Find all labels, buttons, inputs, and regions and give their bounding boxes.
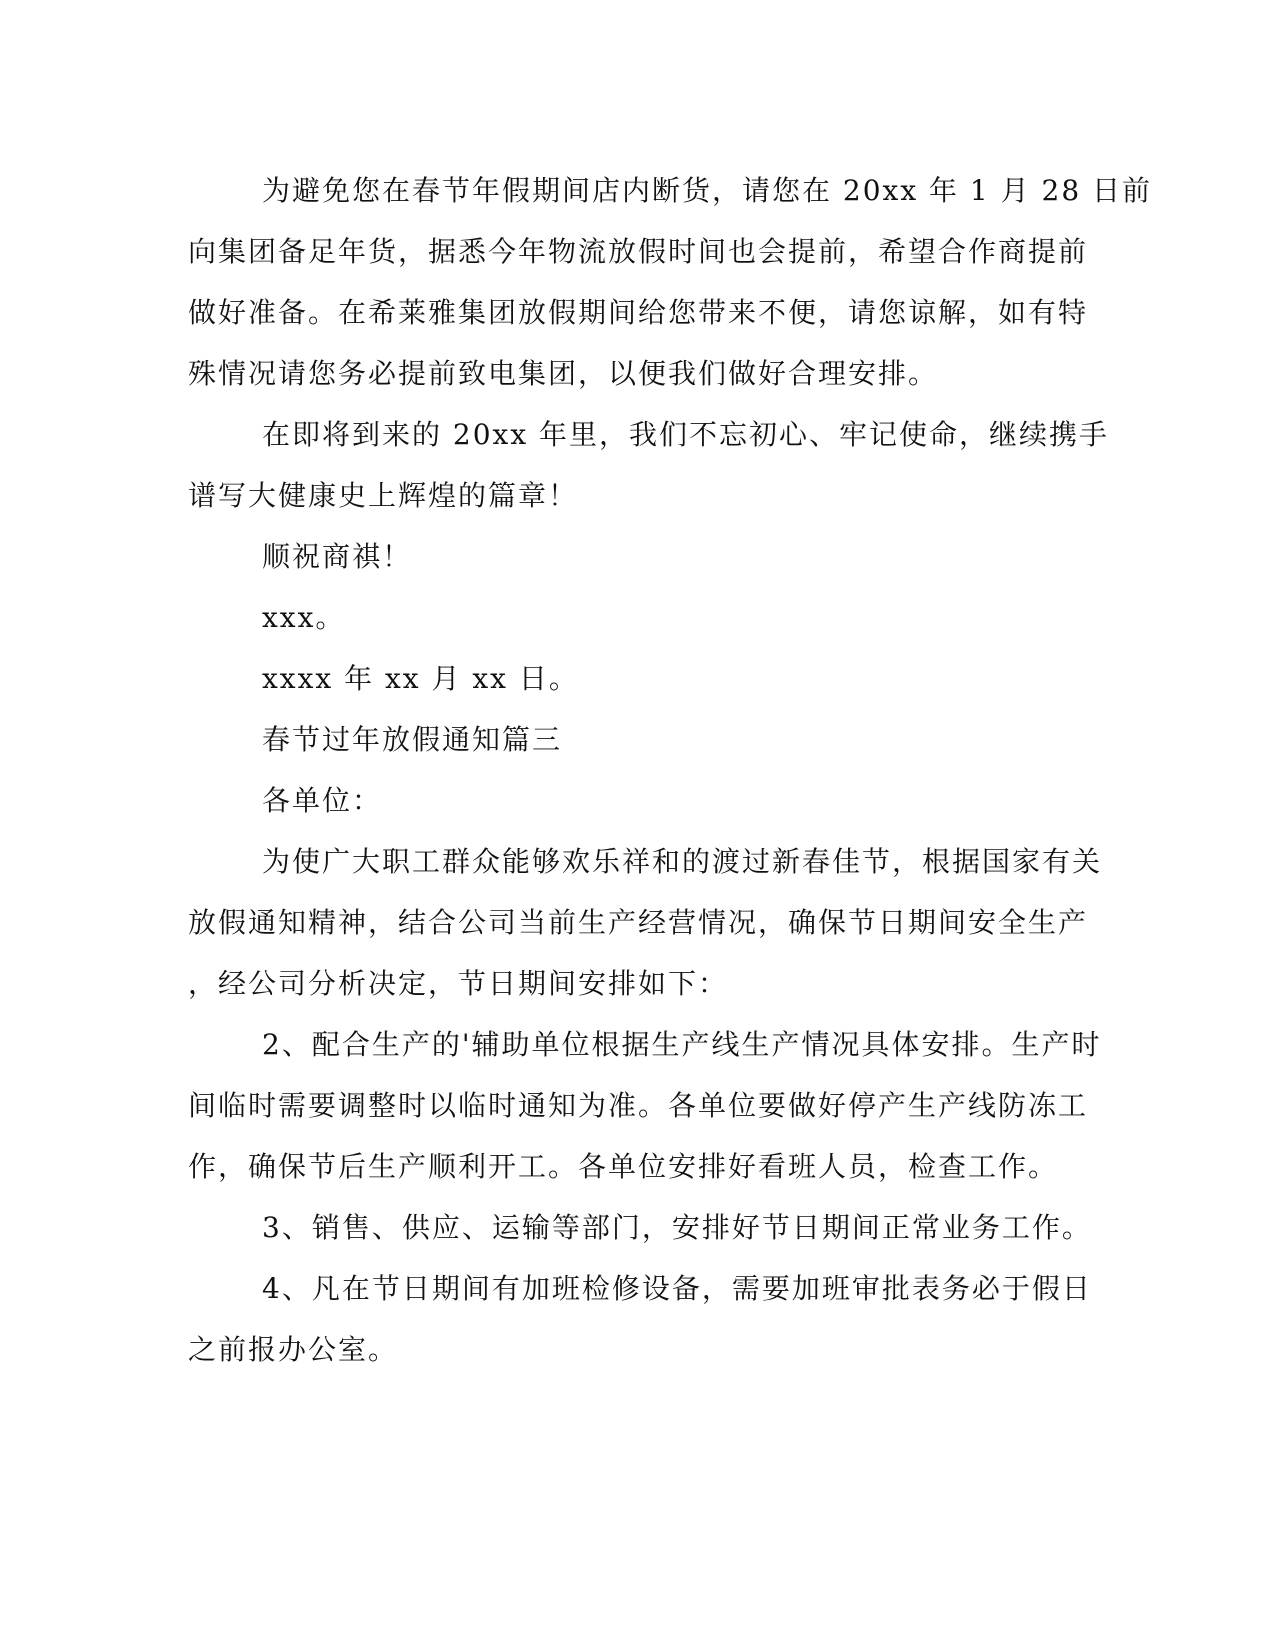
closing-greeting: 顺祝商祺！ (262, 540, 413, 573)
paragraph-line: 殊情况请您务必提前致电集团，以便我们做好合理安排。 (188, 357, 939, 390)
paragraph-line: 在即将到来的 20xx 年里，我们不忘初心、牢记使命，继续携手 (262, 418, 1110, 451)
list-item-line: 2、配合生产的'辅助单位根据生产线生产情况具体安排。生产时 (262, 1028, 1102, 1061)
paragraph-line: ，经公司分析决定，节日期间安排如下： (188, 967, 729, 1000)
signature-name: xxx。 (262, 601, 346, 634)
list-item-line: 4、凡在节日期间有加班检修设备，需要加班审批表务必于假日 (262, 1272, 1092, 1305)
section-title: 春节过年放假通知篇三 (262, 723, 563, 756)
signature-date: xxxx 年 xx 月 xx 日。 (262, 662, 579, 695)
paragraph-line: 放假通知精神，结合公司当前生产经营情况，确保节日期间安全生产 (188, 906, 1089, 939)
list-item-line: 间临时需要调整时以临时通知为准。各单位要做好停产生产线防冻工 (188, 1089, 1089, 1122)
list-item-line: 3、销售、供应、运输等部门，安排好节日期间正常业务工作。 (262, 1211, 1092, 1244)
document-body (188, 160, 1153, 1380)
paragraph-line: 为使广大职工群众能够欢乐祥和的渡过新春佳节，根据国家有关 (262, 845, 1103, 878)
paragraph-line: 做好准备。在希莱雅集团放假期间给您带来不便，请您谅解，如有特 (188, 296, 1089, 329)
list-item-line: 作，确保节后生产顺利开工。各单位安排好看班人员，检查工作。 (188, 1150, 1059, 1183)
paragraph-line: 谱写大健康史上辉煌的篇章！ (188, 479, 579, 512)
salutation: 各单位： (262, 784, 383, 817)
paragraph-line: 为避免您在春节年假期间店内断货，请您在 20xx 年 1 月 28 日前 (262, 174, 1153, 207)
list-item-line: 之前报办公室。 (188, 1333, 399, 1366)
paragraph-line: 向集团备足年货，据悉今年物流放假时间也会提前，希望合作商提前 (188, 235, 1089, 268)
